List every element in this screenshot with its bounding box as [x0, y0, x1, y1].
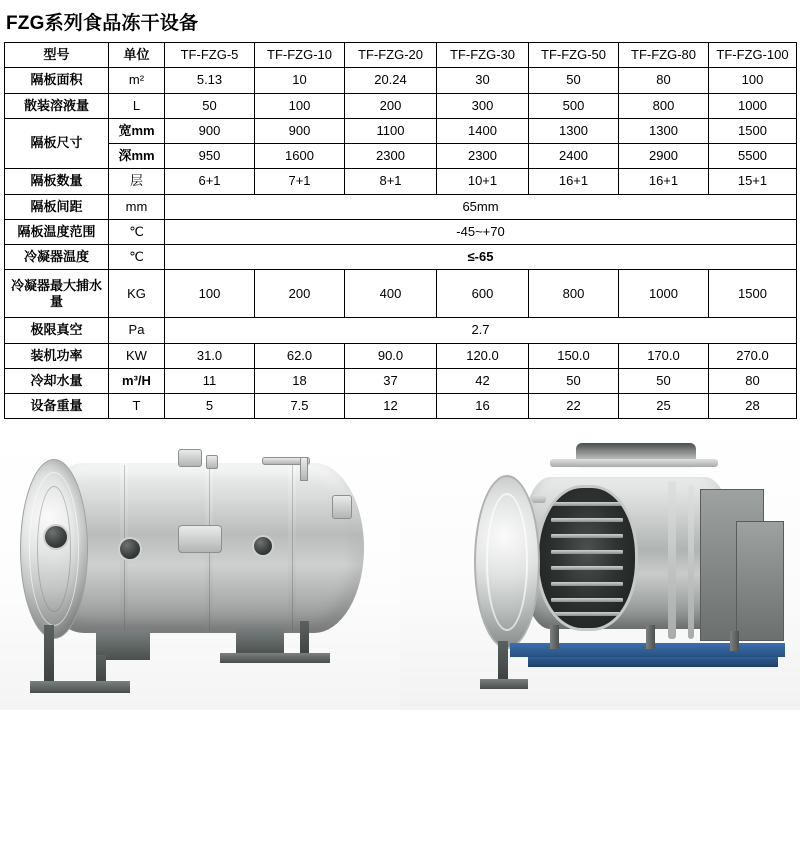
cell: 120.0	[437, 343, 529, 368]
door-support-base	[480, 679, 528, 689]
process-pipe	[688, 485, 694, 639]
cell: 28	[709, 394, 797, 419]
cell: 900	[165, 118, 255, 143]
product-photo-gallery	[0, 425, 800, 710]
table-row	[5, 245, 797, 270]
specification-table	[4, 42, 797, 419]
support-post	[646, 625, 655, 649]
cell: 1500	[709, 270, 797, 318]
access-hatch	[178, 525, 222, 553]
overhead-pipe	[550, 459, 718, 467]
cell: 5	[165, 394, 255, 419]
row-unit-plate-depth: 深mm	[109, 144, 165, 169]
cell: 80	[619, 68, 709, 93]
cell: 20.24	[345, 68, 437, 93]
cell: 800	[529, 270, 619, 318]
cell: 16	[437, 394, 529, 419]
row-label-bulk-solution: 散装溶液量	[5, 93, 109, 118]
row-label-condenser-capacity: 冷凝器最大捕水量	[5, 270, 109, 318]
table-row	[5, 394, 797, 419]
row-label-plate-temp-range: 隔板温度范围	[5, 219, 109, 244]
header-unit-label: 单位	[109, 43, 165, 68]
cell: 31.0	[165, 343, 255, 368]
table-row	[5, 343, 797, 368]
cell: 8+1	[345, 169, 437, 194]
row-unit-plate-count: 层	[109, 169, 165, 194]
table-row	[5, 368, 797, 393]
table-row	[5, 219, 797, 244]
support-post	[730, 631, 739, 651]
header-model-label: 型号	[5, 43, 109, 68]
base-frame	[220, 653, 330, 663]
cell: 16+1	[619, 169, 709, 194]
row-unit-ultimate-vacuum: Pa	[109, 318, 165, 343]
cell: 150.0	[529, 343, 619, 368]
cell: 5.13	[165, 68, 255, 93]
support-leg	[44, 625, 54, 687]
cell: 42	[437, 368, 529, 393]
cell: 400	[345, 270, 437, 318]
cell: 1100	[345, 118, 437, 143]
row-unit-plate-spacing: mm	[109, 194, 165, 219]
cell: 50	[529, 368, 619, 393]
cell: 100	[165, 270, 255, 318]
cell: 6+1	[165, 169, 255, 194]
header-model-1: TF-FZG-10	[255, 43, 345, 68]
cell: 1000	[709, 93, 797, 118]
cell: 15+1	[709, 169, 797, 194]
cell: 11	[165, 368, 255, 393]
cell: 200	[255, 270, 345, 318]
cell: 62.0	[255, 343, 345, 368]
process-pipe	[668, 481, 676, 639]
cell: 10	[255, 68, 345, 93]
cell: 7+1	[255, 169, 345, 194]
cell-merged: ≤-65	[165, 245, 797, 270]
cell: 22	[529, 394, 619, 419]
cell: 950	[165, 144, 255, 169]
table-row	[5, 68, 797, 93]
row-label-equipment-weight: 设备重量	[5, 394, 109, 419]
base-frame	[30, 681, 130, 693]
row-label-condenser-temp: 冷凝器温度	[5, 245, 109, 270]
top-nozzle	[206, 455, 218, 469]
table-row	[5, 118, 797, 143]
table-row	[5, 169, 797, 194]
table-row	[5, 270, 797, 318]
cell: 2300	[437, 144, 529, 169]
cell: 25	[619, 394, 709, 419]
cell: 50	[619, 368, 709, 393]
vessel-front-head	[20, 459, 88, 639]
row-label-plate-size: 隔板尺寸	[5, 118, 109, 169]
cell: 16+1	[529, 169, 619, 194]
freeze-dryer-open-chamber-photo	[400, 425, 800, 710]
top-nozzle	[178, 449, 202, 467]
cell: 100	[255, 93, 345, 118]
row-unit-condenser-capacity: KG	[109, 270, 165, 318]
row-unit-equipment-weight: T	[109, 394, 165, 419]
row-label-plate-area: 隔板面积	[5, 68, 109, 93]
row-unit-cooling-water: m³/H	[109, 368, 165, 393]
row-label-plate-spacing: 隔板间距	[5, 194, 109, 219]
cell: 800	[619, 93, 709, 118]
support-post	[550, 625, 559, 649]
cell: 1500	[709, 118, 797, 143]
cell: 2300	[345, 144, 437, 169]
header-model-0: TF-FZG-5	[165, 43, 255, 68]
cell: 12	[345, 394, 437, 419]
top-pipe	[300, 457, 308, 481]
cell: 80	[709, 368, 797, 393]
table-row	[5, 194, 797, 219]
page-title: FZG系列食品冻干设备	[6, 13, 199, 34]
cell: 270.0	[709, 343, 797, 368]
freeze-dryer-vessel-exterior-photo	[0, 425, 400, 710]
cell: 1600	[255, 144, 345, 169]
cell: 1000	[619, 270, 709, 318]
row-unit-condenser-temp: ℃	[109, 245, 165, 270]
cell: 37	[345, 368, 437, 393]
cell: 300	[437, 93, 529, 118]
cell: 100	[709, 68, 797, 93]
cell: 170.0	[619, 343, 709, 368]
header-model-2: TF-FZG-20	[345, 43, 437, 68]
cell: 1400	[437, 118, 529, 143]
cell-merged: 65mm	[165, 194, 797, 219]
cell: 50	[529, 68, 619, 93]
cell: 900	[255, 118, 345, 143]
drying-chamber-interior	[536, 485, 638, 631]
table-row	[5, 318, 797, 343]
row-unit-plate-width: 宽mm	[109, 118, 165, 143]
row-label-plate-count: 隔板数量	[5, 169, 109, 194]
cell: 10+1	[437, 169, 529, 194]
table-header-row	[5, 43, 797, 68]
cell: 30	[437, 68, 529, 93]
row-label-cooling-water: 冷却水量	[5, 368, 109, 393]
cell: 7.5	[255, 394, 345, 419]
chamber-door	[474, 475, 540, 649]
table-row	[5, 144, 797, 169]
header-model-5: TF-FZG-80	[619, 43, 709, 68]
row-unit-plate-area: m²	[109, 68, 165, 93]
door-hinge-arm	[532, 495, 546, 503]
row-label-ultimate-vacuum: 极限真空	[5, 318, 109, 343]
row-unit-bulk-solution: L	[109, 93, 165, 118]
header-model-4: TF-FZG-50	[529, 43, 619, 68]
cell: 5500	[709, 144, 797, 169]
cell: 2900	[619, 144, 709, 169]
cell: 1300	[619, 118, 709, 143]
table-row	[5, 93, 797, 118]
row-label-installed-power: 装机功率	[5, 343, 109, 368]
cell: 1300	[529, 118, 619, 143]
support-saddle	[236, 627, 284, 655]
base-skid-lower	[528, 657, 778, 667]
row-unit-plate-temp-range: ℃	[109, 219, 165, 244]
cell-merged: 2.7	[165, 318, 797, 343]
cell: 90.0	[345, 343, 437, 368]
cell: 50	[165, 93, 255, 118]
cell-merged: -45~+70	[165, 219, 797, 244]
header-model-6: TF-FZG-100	[709, 43, 797, 68]
compressor	[736, 521, 784, 641]
row-unit-installed-power: KW	[109, 343, 165, 368]
side-flange	[332, 495, 352, 519]
cell: 2400	[529, 144, 619, 169]
cell: 500	[529, 93, 619, 118]
cell: 200	[345, 93, 437, 118]
cell: 600	[437, 270, 529, 318]
cell: 18	[255, 368, 345, 393]
header-model-3: TF-FZG-30	[437, 43, 529, 68]
